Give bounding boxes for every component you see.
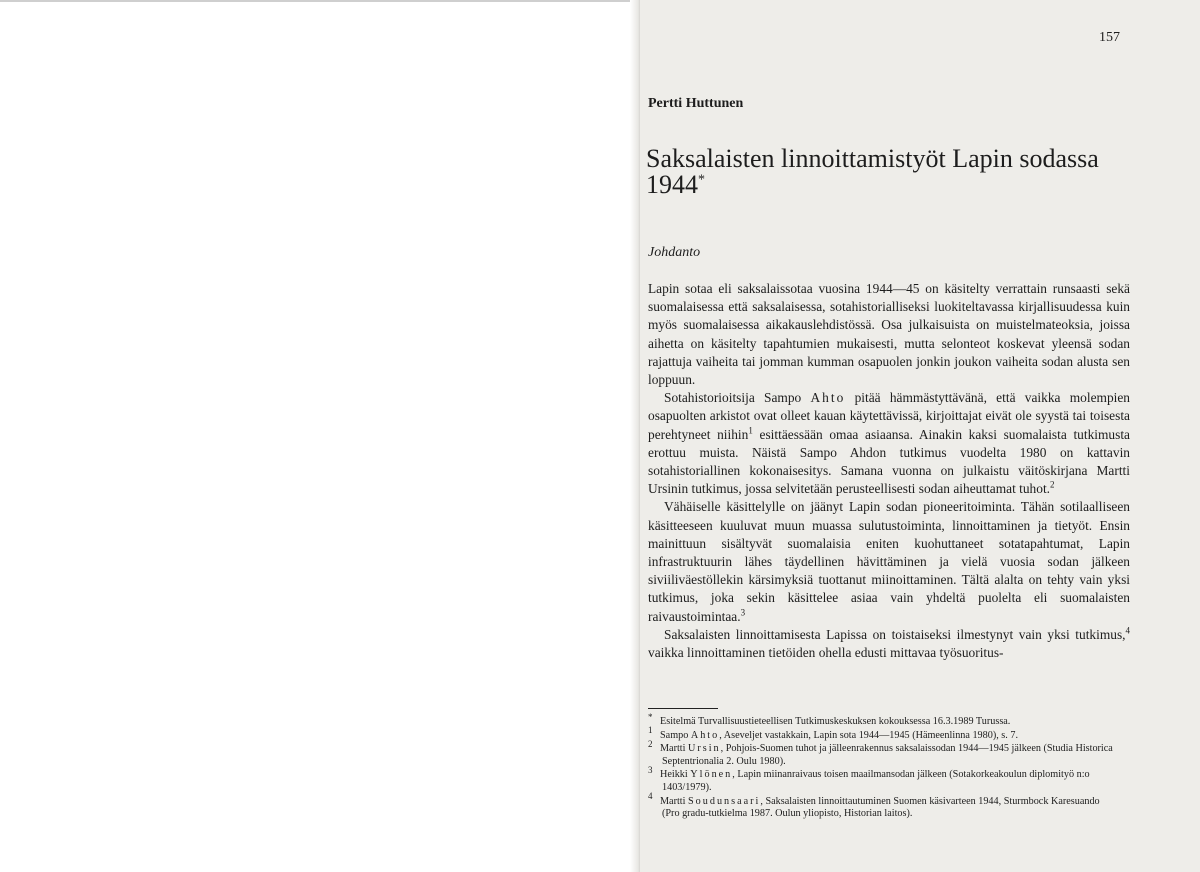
- text-run: Saksalaisten linnoittamisesta Lapissa on toistaiseksi ilmestynyt vain yksi tutkimus,: [664, 626, 1126, 642]
- spaced-author-name: Ahto: [690, 729, 720, 741]
- left-page-top-edge: [0, 0, 640, 2]
- article-title-text: Saksalaisten linnoittamistyöt Lapin sodassa 1944: [646, 144, 1099, 199]
- text-run: Sampo: [660, 729, 691, 741]
- text-run: vaikka linnoittaminen tietöiden ohella edusti mittavaa työsuoritus-: [648, 645, 1004, 661]
- text-run: pitää hämmästyttävänä, että vaikka molempien osapuolten arkistot ovat olleet kauan käytettävissä, kirjoittajat eivät ole syystä tai toisesta perehtyneet niihin: [648, 390, 1130, 442]
- footnote-reference: 3: [740, 607, 746, 618]
- section-heading: Johdanto: [648, 245, 701, 260]
- text-run: , Lapin miinanraivaus toisen maailmansodan jälkeen (Sotakorkeakoulun diplomityö n:o 1403/1979).: [662, 769, 1090, 793]
- text-run: , Pohjois-Suomen tuhot ja jälleenrakennus saksalaissodan 1944—1945 jälkeen (Studia Historica Septentrionalia 2. Oulu 1980).: [662, 743, 1113, 767]
- text-run: , Saksalaisten linnoittautuminen Suomen käsivarteen 1944, Sturmbock Karesuando (Pro gradu-tutkielma 1987. Oulun yliopisto, Historian laitos).: [662, 795, 1100, 820]
- text-run: , Aseveljet vastakkain, Lapin sota 1944—1945 (Hämeenlinna 1980), s. 7.: [719, 729, 1019, 741]
- footnote: 3 Heikki Ylönen, Lapin miinanraivaus toisen maailmansodan jälkeen (Sotakorkeakoulun diplomityö n:o 1403/1979).: [648, 764, 1090, 793]
- footnotes-list: [648, 711, 1118, 822]
- text-run: Lapin sotaa eli saksalaissotaa vuosina 1944—45 on käsitelty verrattain runsaasti sekä suomalaisessa että saksalaisessa, sotahistorialliseksi luokiteltavassa kirjallisuudessa kuin myös suomalaisessa aikakauslehdistössä. Osa julkaisuista on muistelmateoksia, joissa aihetta on käsitelty tapahtumien mukaisesti, mutta selonteot koskevat yleensä sodan rajattuja vaiheita tai jomman kumman osapuolen jonkin joukon vaiheita sodan alusta sen loppuun.: [648, 281, 1130, 388]
- paragraph: [648, 280, 1130, 389]
- spaced-author-name: Ahto: [810, 390, 846, 406]
- spaced-author-name: Ursin: [688, 743, 721, 755]
- article-body: [648, 280, 1130, 662]
- footnote: 1 Sampo Ahto, Aseveljet vastakkain, Lapin sota 1944—1945 (Hämeenlinna 1980), s. 7.: [648, 725, 1019, 741]
- spaced-author-name: Ylönen: [690, 769, 733, 781]
- text-run: Martti: [660, 743, 689, 755]
- text-run: esittäessään omaa asiaansa. Ainakin kaksi suomalaista tutkimusta erottuu muista. Näistä Sampo Ahdon tutkimus vuodelta 1980 on kattavin sotahistoriallinen kokonaisesitys. Samana vuonna on julkaistu väitöskirjana Martti Ursinin tutkimus, jossa selvitetään perusteellisesti sodan aiheuttamat tuhot.: [648, 426, 1130, 497]
- page-number: 157: [1099, 30, 1120, 45]
- footnote-reference: 2: [1050, 479, 1055, 490]
- article-title: [646, 146, 1116, 198]
- author-name: Pertti Huttunen: [648, 96, 744, 111]
- footnote: * Esitelmä Turvallisuustieteellisen Tutkimuskeskuksen kokouksessa 16.3.1989 Turussa.: [648, 711, 1011, 727]
- text-run: Heikki: [660, 769, 691, 781]
- footnote-reference: 4: [1125, 625, 1130, 636]
- paragraph: [648, 389, 1130, 498]
- text-run: Sotahistorioitsija Sampo: [664, 390, 811, 406]
- text-run: Esitelmä Turvallisuustieteellisen Tutkimuskeskuksen kokouksessa 16.3.1989 Turussa.: [660, 716, 1011, 727]
- footnote-divider: [648, 708, 718, 709]
- footnote: 2 Martti Ursin, Pohjois-Suomen tuhot ja jälleenrakennus saksalaissodan 1944—1945 jälkeen (Studia Historica Septentrionalia 2. Oulu 1980).: [648, 738, 1113, 767]
- paragraph: [648, 498, 1130, 625]
- title-footnote-marker: *: [698, 172, 705, 188]
- paragraph: [648, 626, 1130, 662]
- footnote: 4 Martti Soudunsaari, Saksalaisten linnoittautuminen Suomen käsivarteen 1944, Sturmbock Karesuando (Pro gradu-tutkielma 1987. Oulun yliopisto, Historian laitos).: [648, 791, 1100, 820]
- footnote-reference: 1: [748, 425, 753, 436]
- text-run: Martti: [660, 795, 689, 807]
- text-run: Vähäiselle käsittelylle on jäänyt Lapin sodan pioneeritoiminta. Tähän sotilaalliseen käsitteeseen kuuluvat muun muassa sulutustoiminta, linnoittaminen ja tietyöt. Ensin mainittuun sisältyvät suomalaisia eniten kuohuttaneet sotatapahtumat, Lapin infrastruktuurin lähes täydellinen hävittäminen ja vielä vuosia sodan jälkeen siviiliväestöllekin kärsimyksiä tuottanut miinoittaminen. Tältä alalta on tehty vain yksi tutkimus, joka sekin käsittelee asiaa vain yhdeltä puolelta eli suomalaisten raivaustoimintaa.: [648, 499, 1130, 624]
- spaced-author-name: Soudunsaari: [688, 795, 761, 807]
- right-page: [640, 0, 1200, 872]
